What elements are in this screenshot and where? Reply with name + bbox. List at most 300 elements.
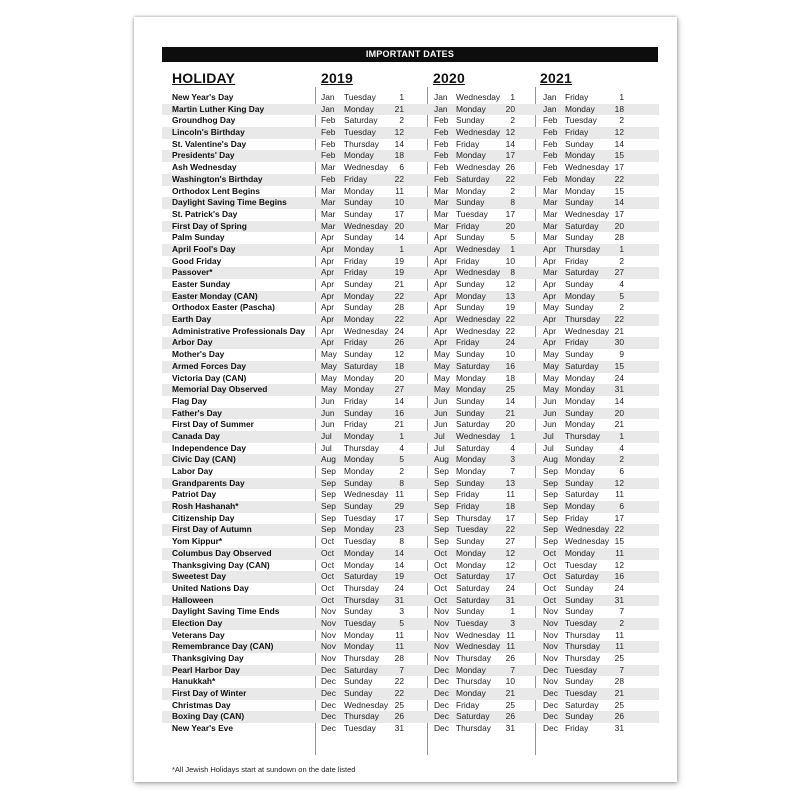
year-2021-day-number: 5 — [619, 290, 624, 301]
year-2021-month: Dec — [543, 711, 558, 722]
year-2020-weekday: Wednesday — [456, 92, 501, 102]
year-2019-day-number: 21 — [394, 279, 404, 289]
year-2019-weekday: Sunday — [344, 279, 373, 289]
year-2021-day-number: 31 — [614, 594, 624, 605]
year-2019-month: Mar — [321, 197, 336, 208]
year-2020-day-number: 18 — [505, 501, 515, 512]
year-2020-month: Nov — [434, 641, 449, 652]
year-2020-day-number: 22 — [505, 325, 515, 336]
year-2020-weekday: Monday — [456, 559, 486, 570]
year-2020-day-number: 25 — [505, 384, 515, 395]
holiday-name: Civic Day (CAN) — [172, 454, 236, 465]
year-2020-month: Dec — [434, 723, 449, 734]
year-2020-weekday: Monday — [456, 150, 486, 161]
year-2020-day-number: 20 — [505, 103, 515, 114]
year-2021-month: Feb — [543, 162, 558, 173]
year-2021-day-number: 31 — [614, 384, 624, 395]
table-row — [162, 396, 659, 408]
year-2021-day-number: 14 — [614, 138, 624, 149]
year-2021-weekday: Thursday — [565, 243, 600, 254]
year-2019-day-number: 10 — [394, 197, 404, 208]
calendar-sheet — [134, 17, 677, 782]
year-2019-day-number: 22 — [394, 290, 404, 301]
table-row — [162, 536, 659, 548]
year-2021-weekday: Sunday — [565, 477, 594, 488]
year-2020-weekday: Wednesday — [456, 325, 501, 336]
year-2020-month: Nov — [434, 629, 449, 640]
year-2021-month: Aug — [543, 454, 558, 465]
year-2019-month: Oct — [321, 571, 335, 582]
year-2020-day-number: 1 — [510, 92, 515, 102]
year-2020-day-number: 10 — [505, 676, 515, 687]
holiday-name: St. Patrick's Day — [172, 208, 238, 219]
holiday-name: Thanksgiving Day — [172, 653, 244, 663]
year-2019-month: Oct — [321, 582, 335, 593]
holiday-name: United Nations Day — [172, 582, 249, 593]
year-2021-weekday: Monday — [565, 501, 595, 512]
year-2020-month: May — [434, 384, 450, 395]
year-2020-day-number: 7 — [510, 466, 515, 476]
year-2020-month: Oct — [434, 594, 448, 605]
year-2021-weekday: Monday — [565, 290, 595, 301]
year-2020-day-number: 22 — [505, 314, 515, 325]
year-2021-day-number: 4 — [619, 442, 624, 453]
year-2021-day-number: 1 — [619, 92, 624, 102]
year-2021-month: Sep — [543, 536, 558, 547]
year-2019-day-number: 31 — [394, 594, 404, 605]
year-2020-weekday: Wednesday — [456, 430, 501, 441]
year-2019-month: Oct — [321, 594, 335, 605]
year-2020-weekday: Saturday — [456, 173, 490, 184]
year-2019-month: Apr — [321, 290, 335, 301]
year-2021-month: Apr — [543, 290, 557, 301]
year-2021-weekday: Saturday — [565, 220, 599, 231]
table-row — [162, 688, 659, 700]
year-2020-day-number: 10 — [505, 255, 515, 266]
year-2020-weekday: Friday — [456, 255, 480, 266]
table-row — [162, 513, 659, 525]
year-2019-weekday: Monday — [344, 524, 374, 535]
year-2020-weekday: Thursday — [456, 676, 491, 687]
year-2019-weekday: Monday — [344, 547, 374, 558]
table-row — [162, 618, 659, 630]
year-2019-day-number: 11 — [395, 489, 404, 500]
year-2019-month: Oct — [321, 559, 335, 570]
year-2019-day-number: 7 — [399, 664, 404, 675]
year-2019-weekday: Monday — [344, 641, 374, 652]
year-2020-month: Feb — [434, 150, 449, 161]
year-2021-day-number: 9 — [619, 349, 624, 360]
year-2019-weekday: Saturday — [344, 115, 378, 126]
year-2019-day-number: 14 — [394, 547, 404, 558]
year-2019-weekday: Monday — [344, 314, 374, 325]
year-2020-day-number: 5 — [510, 232, 515, 243]
year-2019-weekday: Thursday — [344, 653, 379, 663]
year-2019-weekday: Wednesday — [344, 325, 389, 336]
year-2019-weekday: Monday — [344, 103, 374, 114]
holiday-name: First Day of Summer — [172, 419, 254, 430]
year-2020-weekday: Monday — [456, 290, 486, 301]
year-2021-day-number: 7 — [619, 664, 624, 675]
year-2019-month: Sep — [321, 489, 336, 500]
year-2021-day-number: 11 — [615, 489, 624, 500]
year-2019-month: Feb — [321, 127, 336, 138]
year-2021-weekday: Friday — [565, 723, 589, 734]
table-row — [162, 466, 659, 478]
table-row — [162, 676, 659, 688]
year-2019-weekday: Sunday — [344, 606, 373, 617]
table-row — [162, 127, 659, 139]
year-2019-weekday: Sunday — [344, 302, 373, 313]
year-2019-month: Sep — [321, 477, 336, 488]
year-2019-day-number: 14 — [394, 232, 404, 243]
year-2020-month: Oct — [434, 582, 448, 593]
year-2019-month: Nov — [321, 653, 336, 663]
holiday-column-header: HOLIDAY — [172, 70, 236, 86]
year-2019-weekday: Tuesday — [344, 92, 376, 102]
year-2021-weekday: Tuesday — [565, 559, 597, 570]
year-2021-month: Dec — [543, 688, 558, 699]
year-2020-weekday: Monday — [456, 103, 486, 114]
year-2020-day-number: 7 — [510, 664, 515, 675]
year-2020-month: Oct — [434, 571, 448, 582]
year-2021-weekday: Sunday — [565, 582, 594, 593]
year-2020-day-number: 1 — [510, 430, 515, 441]
holiday-name: Washington's Birthday — [172, 173, 263, 184]
year-2020-weekday: Saturday — [456, 442, 490, 453]
table-row — [162, 186, 659, 198]
year-2019-weekday: Sunday — [344, 501, 373, 512]
year-2019-weekday: Sunday — [344, 407, 373, 418]
year-2021-weekday: Sunday — [565, 232, 594, 243]
table-row — [162, 548, 659, 560]
year-2019-day-number: 8 — [399, 477, 404, 488]
year-2020-weekday: Thursday — [456, 512, 491, 523]
year-2020-weekday: Saturday — [456, 419, 490, 430]
year-2020-month: Mar — [434, 197, 449, 208]
year-2020-month: Jun — [434, 407, 448, 418]
year-2019-day-number: 12 — [394, 349, 404, 360]
year-2021-month: Apr — [543, 325, 557, 336]
holiday-name: Arbor Day — [172, 337, 213, 348]
year-2021-weekday: Sunday — [565, 594, 594, 605]
year-2020-month: Feb — [434, 127, 449, 138]
year-2019-weekday: Monday — [344, 185, 374, 196]
year-2021-day-number: 12 — [614, 559, 624, 570]
year-2020-weekday: Monday — [456, 664, 486, 675]
holiday-name: Presidents' Day — [172, 150, 235, 161]
year-2020-day-number: 13 — [505, 477, 515, 488]
year-2020-day-number: 27 — [505, 536, 515, 547]
holiday-name: Orthodox Lent Begins — [172, 185, 260, 196]
year-2019-weekday: Monday — [344, 454, 374, 465]
holiday-name: Christmas Day — [172, 699, 231, 710]
year-2020-header: 2020 — [433, 70, 465, 86]
year-2020-month: Dec — [434, 688, 449, 699]
year-2020-day-number: 17 — [505, 150, 515, 161]
year-2021-month: Mar — [543, 185, 558, 196]
holiday-name: Canada Day — [172, 430, 220, 441]
year-2019-month: Jul — [321, 430, 332, 441]
year-2020-weekday: Sunday — [456, 279, 485, 289]
year-2021-weekday: Saturday — [565, 699, 599, 710]
year-2020-month: Jul — [434, 430, 445, 441]
year-2021-header: 2021 — [540, 70, 572, 86]
year-2020-day-number: 12 — [505, 279, 515, 289]
year-2021-weekday: Wednesday — [565, 524, 610, 535]
year-2021-month: May — [543, 360, 559, 371]
year-2019-day-number: 17 — [394, 512, 404, 523]
year-2019-month: May — [321, 372, 337, 383]
year-2019-day-number: 14 — [394, 559, 404, 570]
year-2020-month: Sep — [434, 512, 449, 523]
year-2020-weekday: Monday — [456, 547, 486, 558]
year-2020-day-number: 22 — [505, 173, 515, 184]
year-2019-weekday: Friday — [344, 337, 368, 348]
year-2020-day-number: 20 — [505, 419, 515, 430]
year-2020-weekday: Saturday — [456, 571, 490, 582]
year-2020-month: Sep — [434, 466, 449, 476]
year-2021-weekday: Sunday — [565, 711, 594, 722]
year-2019-day-number: 11 — [395, 641, 404, 652]
year-2021-weekday: Friday — [565, 512, 589, 523]
year-2020-month: Oct — [434, 559, 448, 570]
year-2020-month: Apr — [434, 279, 448, 289]
year-2019-month: Dec — [321, 688, 336, 699]
table-row — [162, 665, 659, 677]
year-2019-month: Sep — [321, 524, 336, 535]
year-2019-weekday: Friday — [344, 255, 368, 266]
year-2019-month: Apr — [321, 325, 335, 336]
year-2019-weekday: Wednesday — [344, 220, 389, 231]
year-2021-month: Oct — [543, 571, 557, 582]
year-2020-month: Sep — [434, 524, 449, 535]
year-2021-day-number: 22 — [614, 524, 624, 535]
year-2021-day-number: 25 — [614, 699, 624, 710]
year-2021-day-number: 15 — [614, 536, 624, 547]
year-2020-day-number: 26 — [505, 711, 515, 722]
year-2021-month: Nov — [543, 676, 558, 687]
year-2020-month: Nov — [434, 653, 449, 663]
year-2021-month: Nov — [543, 641, 558, 652]
year-2021-weekday: Monday — [565, 419, 595, 430]
year-2020-month: Dec — [434, 711, 449, 722]
year-2020-weekday: Monday — [456, 384, 486, 395]
year-2019-month: Dec — [321, 664, 336, 675]
year-2020-day-number: 22 — [505, 524, 515, 535]
year-2019-weekday: Thursday — [344, 138, 379, 149]
table-row — [162, 256, 659, 268]
year-2021-weekday: Tuesday — [565, 688, 597, 699]
year-2019-day-number: 20 — [394, 220, 404, 231]
year-2020-weekday: Wednesday — [456, 243, 501, 254]
year-2020-weekday: Sunday — [456, 197, 485, 208]
year-2019-weekday: Sunday — [344, 197, 373, 208]
holiday-name: Father's Day — [172, 407, 222, 418]
year-2021-month: Apr — [543, 255, 557, 266]
table-row — [162, 384, 659, 396]
year-2019-day-number: 14 — [394, 395, 404, 406]
year-2020-day-number: 21 — [505, 407, 515, 418]
year-2019-month: Oct — [321, 547, 335, 558]
year-2021-day-number: 1 — [619, 243, 624, 254]
year-2020-month: Sep — [434, 477, 449, 488]
year-2019-weekday: Saturday — [344, 664, 378, 675]
year-2020-weekday: Tuesday — [456, 617, 488, 628]
table-row — [162, 267, 659, 279]
year-2020-day-number: 14 — [505, 395, 515, 406]
year-2019-day-number: 19 — [394, 255, 404, 266]
table-row — [162, 349, 659, 361]
year-2021-day-number: 4 — [619, 279, 624, 289]
year-2019-month: Apr — [321, 243, 335, 254]
year-2021-month: Sep — [543, 501, 558, 512]
year-2019-month: Feb — [321, 150, 336, 161]
year-2021-weekday: Monday — [565, 103, 595, 114]
year-2019-day-number: 6 — [399, 162, 404, 173]
year-2020-day-number: 1 — [510, 243, 515, 254]
year-2020-weekday: Friday — [456, 220, 480, 231]
year-2021-month: Nov — [543, 606, 558, 617]
year-2020-weekday: Sunday — [456, 349, 485, 360]
year-2021-weekday: Tuesday — [565, 664, 597, 675]
year-2021-day-number: 7 — [619, 606, 624, 617]
holiday-name: Orthodox Easter (Pascha) — [172, 302, 275, 313]
important-dates-banner: IMPORTANT DATES — [162, 47, 658, 62]
year-2021-weekday: Sunday — [565, 407, 594, 418]
year-2021-weekday: Thursday — [565, 314, 600, 325]
year-2021-day-number: 12 — [614, 477, 624, 488]
year-2020-day-number: 13 — [505, 290, 515, 301]
table-row — [162, 302, 659, 314]
year-2021-month: Jan — [543, 92, 557, 102]
year-2019-month: Sep — [321, 466, 336, 476]
year-2020-month: Jun — [434, 395, 448, 406]
year-2020-month: Oct — [434, 547, 448, 558]
year-2021-day-number: 20 — [614, 220, 624, 231]
year-2021-month: Jul — [543, 442, 554, 453]
year-2019-day-number: 23 — [394, 524, 404, 535]
year-2019-weekday: Saturday — [344, 360, 378, 371]
year-2019-day-number: 31 — [394, 723, 404, 734]
year-2019-month: Nov — [321, 641, 336, 652]
table-row — [162, 641, 659, 653]
table-row — [162, 291, 659, 303]
year-2021-weekday: Monday — [565, 395, 595, 406]
holiday-name: Labor Day — [172, 466, 213, 476]
year-2020-weekday: Monday — [456, 372, 486, 383]
year-2019-month: Nov — [321, 606, 336, 617]
year-2019-day-number: 24 — [394, 325, 404, 336]
year-2019-month: Apr — [321, 314, 335, 325]
year-2019-day-number: 21 — [394, 103, 404, 114]
year-2019-weekday: Sunday — [344, 349, 373, 360]
year-2021-day-number: 30 — [614, 337, 624, 348]
year-2019-month: Mar — [321, 208, 336, 219]
year-2020-month: Apr — [434, 243, 448, 254]
year-2020-day-number: 8 — [510, 197, 515, 208]
holiday-name: April Fool's Day — [172, 243, 236, 254]
table-row — [162, 524, 659, 536]
year-2021-day-number: 22 — [614, 173, 624, 184]
year-2020-month: Feb — [434, 138, 449, 149]
year-2020-weekday: Sunday — [456, 606, 485, 617]
year-2020-weekday: Wednesday — [456, 267, 501, 278]
table-row — [162, 595, 659, 607]
year-2020-day-number: 3 — [510, 617, 515, 628]
holiday-name: Good Friday — [172, 255, 222, 266]
year-2020-month: Mar — [434, 208, 449, 219]
year-2020-weekday: Saturday — [456, 360, 490, 371]
year-2021-month: Oct — [543, 547, 557, 558]
year-2019-month: Apr — [321, 279, 335, 289]
year-2021-month: Mar — [543, 220, 558, 231]
year-2021-weekday: Sunday — [565, 676, 594, 687]
year-2019-weekday: Monday — [344, 243, 374, 254]
year-2020-weekday: Tuesday — [456, 524, 488, 535]
year-2020-day-number: 25 — [505, 699, 515, 710]
year-2020-weekday: Friday — [456, 501, 480, 512]
year-2020-weekday: Monday — [456, 454, 486, 465]
year-2021-day-number: 20 — [614, 407, 624, 418]
year-2021-weekday: Thursday — [565, 629, 600, 640]
year-2019-day-number: 27 — [394, 384, 404, 395]
holiday-name: St. Valentine's Day — [172, 138, 247, 149]
year-2021-weekday: Saturday — [565, 267, 599, 278]
table-row — [162, 408, 659, 420]
year-2020-weekday: Thursday — [456, 653, 491, 663]
year-2020-month: Apr — [434, 302, 448, 313]
year-2019-weekday: Sunday — [344, 477, 373, 488]
year-2021-day-number: 14 — [614, 197, 624, 208]
year-2021-month: Nov — [543, 653, 558, 663]
year-2019-weekday: Monday — [344, 384, 374, 395]
year-2021-weekday: Wednesday — [565, 208, 610, 219]
year-2019-month: Apr — [321, 302, 335, 313]
table-row — [162, 209, 659, 221]
holiday-name: Easter Monday (CAN) — [172, 290, 258, 301]
year-2019-day-number: 22 — [394, 173, 404, 184]
year-2020-month: Nov — [434, 617, 449, 628]
holiday-name: Halloween — [172, 594, 214, 605]
year-2019-month: Feb — [321, 115, 336, 126]
table-row — [162, 583, 659, 595]
year-2021-day-number: 2 — [619, 115, 624, 126]
year-2019-day-number: 18 — [394, 360, 404, 371]
year-2021-month: Jul — [543, 430, 554, 441]
table-row — [162, 700, 659, 712]
holiday-name: Victoria Day (CAN) — [172, 372, 247, 383]
year-2019-month: Mar — [321, 185, 336, 196]
year-2021-day-number: 17 — [614, 162, 624, 173]
year-2019-weekday: Friday — [344, 267, 368, 278]
year-2021-weekday: Monday — [565, 466, 595, 476]
table-row — [162, 104, 659, 116]
year-2019-month: May — [321, 384, 337, 395]
year-2021-day-number: 18 — [614, 103, 624, 114]
year-2021-month: May — [543, 349, 559, 360]
year-2020-day-number: 26 — [505, 162, 515, 173]
year-2021-weekday: Friday — [565, 337, 589, 348]
year-2020-day-number: 12 — [505, 547, 515, 558]
year-2020-day-number: 17 — [505, 571, 515, 582]
year-2019-day-number: 3 — [399, 606, 404, 617]
year-2021-day-number: 31 — [614, 723, 624, 734]
holiday-name: Armed Forces Day — [172, 360, 247, 371]
year-2019-month: Oct — [321, 536, 335, 547]
holiday-name: Mother's Day — [172, 349, 225, 360]
year-2020-month: Nov — [434, 606, 449, 617]
